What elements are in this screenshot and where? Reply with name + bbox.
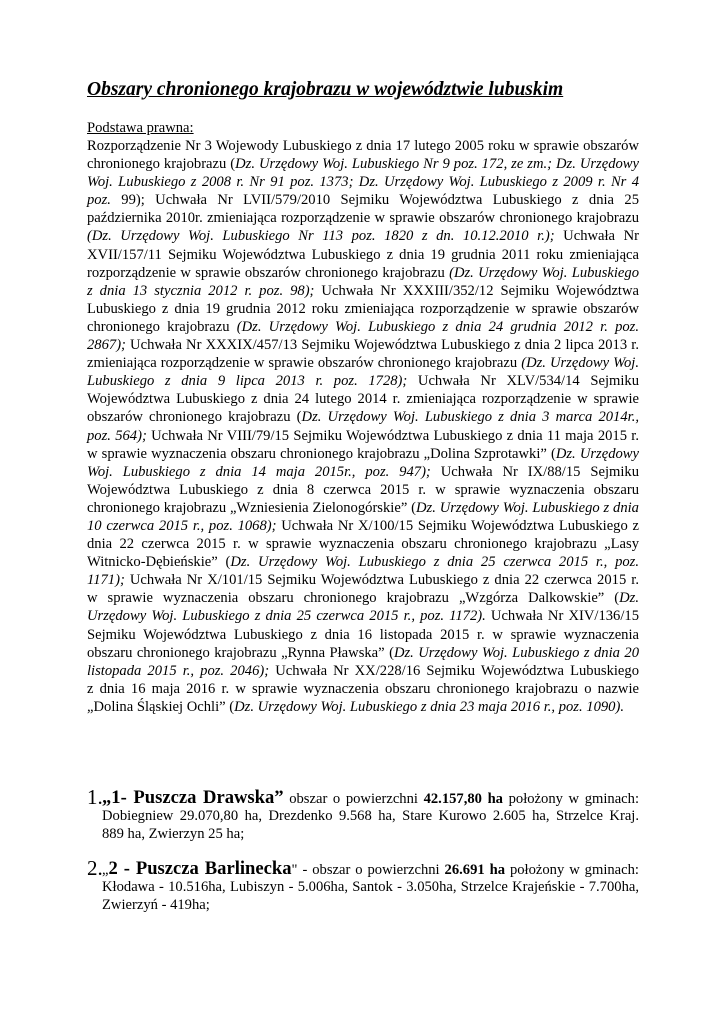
basis-text: Uchwała Nr XX/228/16 Sejmiku Województwa Lubuskiego [269, 662, 640, 679]
basis-text: chronionego krajobrazu ( [87, 156, 236, 173]
area-name: „1- Puszcza Drawska” [102, 787, 284, 808]
legal-basis-line [87, 318, 639, 336]
area-size: 26.691 ha [444, 862, 506, 878]
legal-basis-line [87, 209, 639, 227]
protected-area-item [87, 785, 639, 843]
basis-text: Uchwała Nr X/100/15 Sejmiku Województwa Lubuskiego z [276, 517, 639, 534]
legal-basis-line [87, 227, 639, 245]
area-name: 2 - Puszcza Barlinecka [108, 858, 292, 879]
basis-text: 99); Uchwała Nr LVII/579/2010 Sejmiku Województwa Lubuskiego z dnia 25 [110, 192, 639, 209]
citation-text: 10 czerwca 2015 r., poz. 1068); [87, 517, 277, 534]
citation-text: (Dz. Urzędowy Woj. Lubuskiego [449, 264, 639, 281]
citation-text: Lubuskiego z dnia 9 lipca 2013 r. poz. 1728); [87, 373, 408, 390]
item-text: położony w gminach: [505, 862, 639, 878]
legal-basis-line [87, 408, 639, 426]
legal-basis-line [87, 553, 639, 571]
basis-text: z dnia 16 maja 2016 r. w sprawie wyznaczenia obszaru chronionego krajobrazu o nazwie [87, 680, 639, 697]
citation-text: Dz. Urzędowy Woj. Lubuskiego z dnia [416, 499, 639, 516]
basis-text: w sprawie wyznaczenia obszaru chronionego krajobrazu „Dolina Szprotawki” ( [87, 445, 556, 462]
citation-text: poz. 564); [87, 427, 147, 444]
basis-text: XVII/157/11 Sejmiku Województwa Lubuskiego z dnia 19 grudnia 2011 roku zmieniająca [87, 246, 639, 263]
legal-basis-line [87, 463, 639, 481]
item-text: " - obszar o powierzchni [291, 862, 445, 878]
basis-text: Uchwała Nr XIV/136/15 [485, 608, 639, 625]
basis-text: w sprawie wyznaczenia obszaru chronionego krajobrazu „Wzgórza Dalkowskie” ( [87, 590, 620, 607]
citation-text: z dnia 13 stycznia 2012 r. poz. 98); [87, 282, 315, 299]
citation-text: Urzędowy Woj. Lubuskiego z dnia 25 czerwca 2015 r., poz. 1172). [87, 608, 486, 625]
basis-text: Uchwała Nr XXXIII/352/12 Sejmiku Województwa [314, 282, 640, 299]
citation-text: Woj. Lubuskiego z dnia 14 maja 2015r., poz. 947); [87, 463, 431, 480]
legal-basis-line [87, 282, 639, 300]
legal-basis-line [87, 535, 639, 553]
basis-text: Rozporządzenie Nr 3 Wojewody Lubuskiego z dnia 17 lutego 2005 roku w sprawie obszarów [87, 138, 639, 154]
item-line: Zwierzyń - 419ha; [102, 897, 210, 914]
citation-text: poz. [87, 192, 111, 209]
legal-basis-line [87, 390, 639, 408]
item-text: obszar o powierzchni [283, 791, 424, 807]
legal-basis-line [87, 300, 639, 318]
basis-text: Uchwała Nr XLV/534/14 Sejmiku [407, 373, 639, 390]
basis-text: „Dolina Śląskiej Ochli” ( [87, 698, 235, 715]
citation-text: (Dz. Urzędowy Woj. [521, 355, 639, 372]
basis-text: Uchwała Nr XXXIX/457/13 Sejmiku Województwa Lubuskiego z dnia 2 lipca 2013 r. [125, 337, 639, 354]
area-size: 42.157,80 ha [423, 791, 503, 807]
basis-text: zmieniająca rozporządzenie w sprawie obszarów chronionego krajobrazu [87, 355, 522, 372]
legal-basis-line [87, 626, 639, 644]
citation-text: Dz. Urzędowy Woj. Lubuskiego z dnia 3 marca 2014r., [301, 409, 639, 426]
item-number: 1. [87, 785, 103, 809]
legal-basis-line [87, 191, 639, 209]
item-line: Kłodawa - 10.516ha, Lubiszyn - 5.006ha, Santok - 3.050ha, Strzelce Krajeńskie - 7.700ha, [102, 879, 639, 896]
legal-basis-line [87, 264, 639, 282]
basis-text: obszarów chronionego krajobrazu ( [87, 409, 302, 426]
legal-basis-line [87, 445, 639, 463]
basis-text: Witnicko-Dębieńskie” ( [87, 554, 231, 571]
legal-basis-line [87, 173, 639, 191]
legal-basis-line [87, 662, 639, 680]
basis-text: Województwa Lubuskiego z dnia 8 czerwca 2015 r. w sprawie wyznaczenia obszaru [87, 481, 639, 498]
citation-text: listopada 2015 r., poz. 2046); [87, 662, 270, 679]
protected-area-item [87, 856, 639, 914]
item-text: położony w gminach: [502, 791, 639, 807]
item-text: „ [102, 862, 109, 878]
item-first-line [102, 860, 639, 878]
legal-basis-line [87, 644, 639, 662]
basis-text: Uchwała Nr [554, 228, 640, 245]
basis-text: chronionego krajobrazu [87, 318, 237, 335]
legal-basis-heading: Podstawa prawna: [87, 120, 194, 136]
citation-text: Dz. Urzędowy Woj. Lubuskiego z dnia 20 [393, 644, 639, 661]
legal-basis-line [87, 137, 639, 155]
basis-text: października 2010r. zmieniająca rozporządzenie w sprawie obszarów chronionego krajobrazu [87, 210, 639, 227]
legal-basis-line [87, 372, 639, 390]
legal-basis-line [87, 499, 639, 517]
legal-basis-line [87, 571, 639, 589]
basis-text: dnia 22 czerwca 2015 r. w sprawie wyznaczenia obszaru chronionego krajobrazu „Lasy [87, 536, 639, 553]
page-title: Obszary chronionego krajobrazu w województwie lubuskim [87, 79, 564, 100]
citation-text: Dz. Urzędowy [555, 445, 639, 462]
citation-text: 1171); [87, 572, 125, 589]
citation-text: Dz. Urzędowy Woj. Lubuskiego Nr 9 poz. 172, ze zm.; Dz. Urzędowy [235, 156, 640, 173]
item-number: 2. [87, 856, 103, 880]
legal-basis-line [87, 427, 639, 445]
citation-text: Woj. Lubuskiego z 2008 r. Nr 91 poz. 1373; Dz. Urzędowy Woj. Lubuskiego z 2009 r. Nr 4 [87, 174, 639, 191]
legal-basis-line [87, 336, 639, 354]
legal-basis-line [87, 607, 639, 625]
basis-text: Województwa Lubuskiego z dnia 24 lutego 2014 r. zmieniająca rozporządzenie w sprawie [87, 391, 639, 408]
legal-basis-line [87, 155, 639, 173]
legal-basis-line [87, 354, 639, 372]
citation-text: Dz. Urzędowy Woj. Lubuskiego z dnia 23 maja 2016 r., poz. 1090). [234, 698, 624, 715]
basis-text: Uchwała Nr X/101/15 Sejmiku Województwa Lubuskiego z dnia 22 czerwca 2015 r. [124, 572, 639, 589]
legal-basis-line [87, 589, 639, 607]
legal-basis-line [87, 680, 639, 698]
basis-text: Uchwała Nr VIII/79/15 Sejmiku Województwa Lubuskiego z dnia 11 maja 2015 r. [146, 427, 639, 444]
legal-basis-text [87, 137, 639, 716]
citation-text: (Dz. Urzędowy Woj. Lubuskiego Nr 113 poz. 1820 z dn. 10.12.2010 r.); [87, 228, 555, 245]
basis-text: Uchwała Nr IX/88/15 Sejmiku [430, 463, 640, 480]
legal-basis-line [87, 246, 639, 264]
basis-text: chronionego krajobrazu „Wzniesienia Zielonogórskie” ( [87, 499, 416, 516]
basis-text: Sejmiku Województwa Lubuskiego z dnia 16 listopada 2015 r. w sprawie wyznaczenia [87, 626, 639, 643]
legal-basis-line [87, 698, 639, 716]
basis-text: obszaru chronionego krajobrazu „Rynna Pławska” ( [87, 644, 394, 661]
citation-text: 2867); [87, 337, 126, 354]
basis-text: Lubuskiego z dnia 19 grudnia 2012 roku zmieniająca rozporządzenie w sprawie obszarów [87, 300, 639, 317]
item-line: Dobiegniew 29.070,80 ha, Drezdenko 9.568 ha, Stare Kurowo 2.605 ha, Strzelce Kraj. [102, 808, 639, 825]
citation-text: Dz. Urzędowy Woj. Lubuskiego z dnia 25 czerwca 2015 r., poz. [230, 554, 639, 571]
item-line: 889 ha, Zwierzyn 25 ha; [102, 826, 245, 843]
legal-basis-line [87, 481, 639, 499]
basis-text: rozporządzenie w sprawie obszarów chronionego krajobrazu [87, 264, 450, 281]
item-first-line [102, 789, 639, 807]
legal-basis-line [87, 517, 639, 535]
citation-text: Dz. [619, 590, 639, 607]
citation-text: (Dz. Urzędowy Woj. Lubuskiego z dnia 24 grudnia 2012 r. poz. [236, 318, 639, 335]
